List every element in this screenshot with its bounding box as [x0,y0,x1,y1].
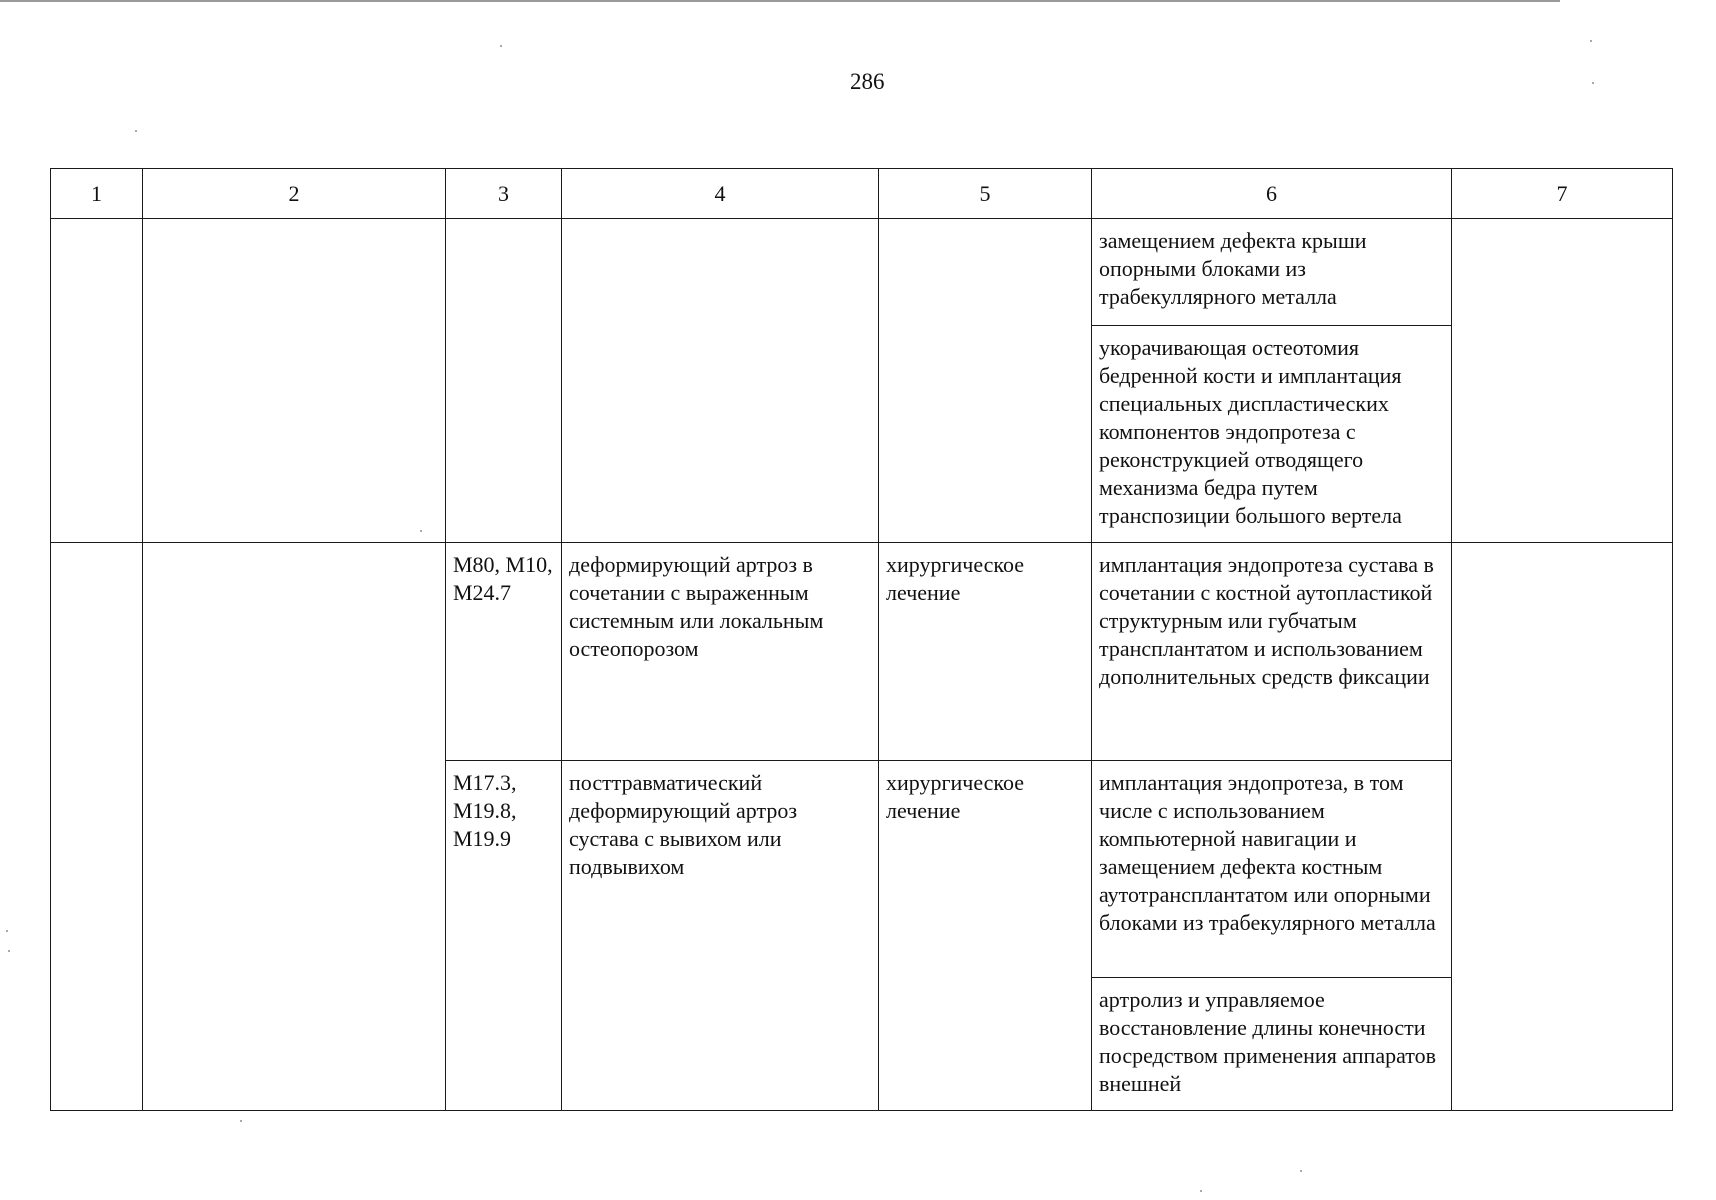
cell-treatment: хирургическое лечение [879,543,1092,761]
cell-col2-empty [143,543,446,1111]
cell-code: M80, M10, M24.7 [446,543,562,761]
cell-treatment: хирургическое лечение [879,761,1092,1111]
cell-diagnosis-empty [562,219,879,543]
cell-diagnosis: посттравматический деформирующий артроз сустава с вывихом или подвывихом [562,761,879,1111]
scan-speck [420,530,422,532]
column-header-2: 2 [143,169,446,219]
page-number: 286 [850,69,885,94]
scan-edge-line [0,0,1560,2]
scan-speck [1592,82,1594,84]
scan-speck [8,950,10,952]
column-header-4: 4 [562,169,879,219]
scan-speck [6,930,8,932]
scan-speck [500,45,502,47]
scan-speck [1200,1190,1202,1192]
table-header-row [51,169,1673,219]
column-header-1: 1 [51,169,143,219]
column-header-3: 3 [446,169,562,219]
column-header-6: 6 [1092,169,1452,219]
cell-method: укорачивающая остеотомия бедренной кости и имплантация специальных диспластических компонентов эндопротеза с реконструкцией отводящего механизма бедра путем транспозиции большого вертела [1092,326,1452,543]
cell-method: артролиз и управляемое восстановление длины конечности посредством применения аппаратов внешней [1092,978,1452,1111]
column-header-7: 7 [1452,169,1673,219]
table-row [51,219,1673,326]
scan-speck [1300,1170,1302,1172]
procedures-table [50,168,1673,1111]
scan-speck [1590,40,1592,42]
cell-method: имплантация эндопротеза сустава в сочетании с костной аутопластикой структурным или губчатым трансплантатом и использованием дополнительных средств фиксации [1092,543,1452,761]
scan-speck [135,130,137,132]
cell-method: имплантация эндопротеза, в том числе с использованием компьютерной навигации и замещением дефекта костным аутотрансплантатом или опорными блоками из трабекулярного металла [1092,761,1452,978]
cell-method: замещением дефекта крыши опорными блоками из трабекуллярного металла [1092,219,1452,326]
column-header-5: 5 [879,169,1092,219]
cell-diagnosis: деформирующий артроз в сочетании с выраженным системным или локальным остеопорозом [562,543,879,761]
cell-col2-empty [143,219,446,543]
cell-col7-empty [1452,219,1673,543]
cell-col1-empty [51,543,143,1111]
scan-speck [240,1120,242,1122]
cell-code-empty [446,219,562,543]
cell-code: M17.3, M19.8, M19.9 [446,761,562,1111]
cell-col7-empty [1452,543,1673,1111]
cell-treatment-empty [879,219,1092,543]
table-row [51,543,1673,761]
cell-col1-empty [51,219,143,543]
